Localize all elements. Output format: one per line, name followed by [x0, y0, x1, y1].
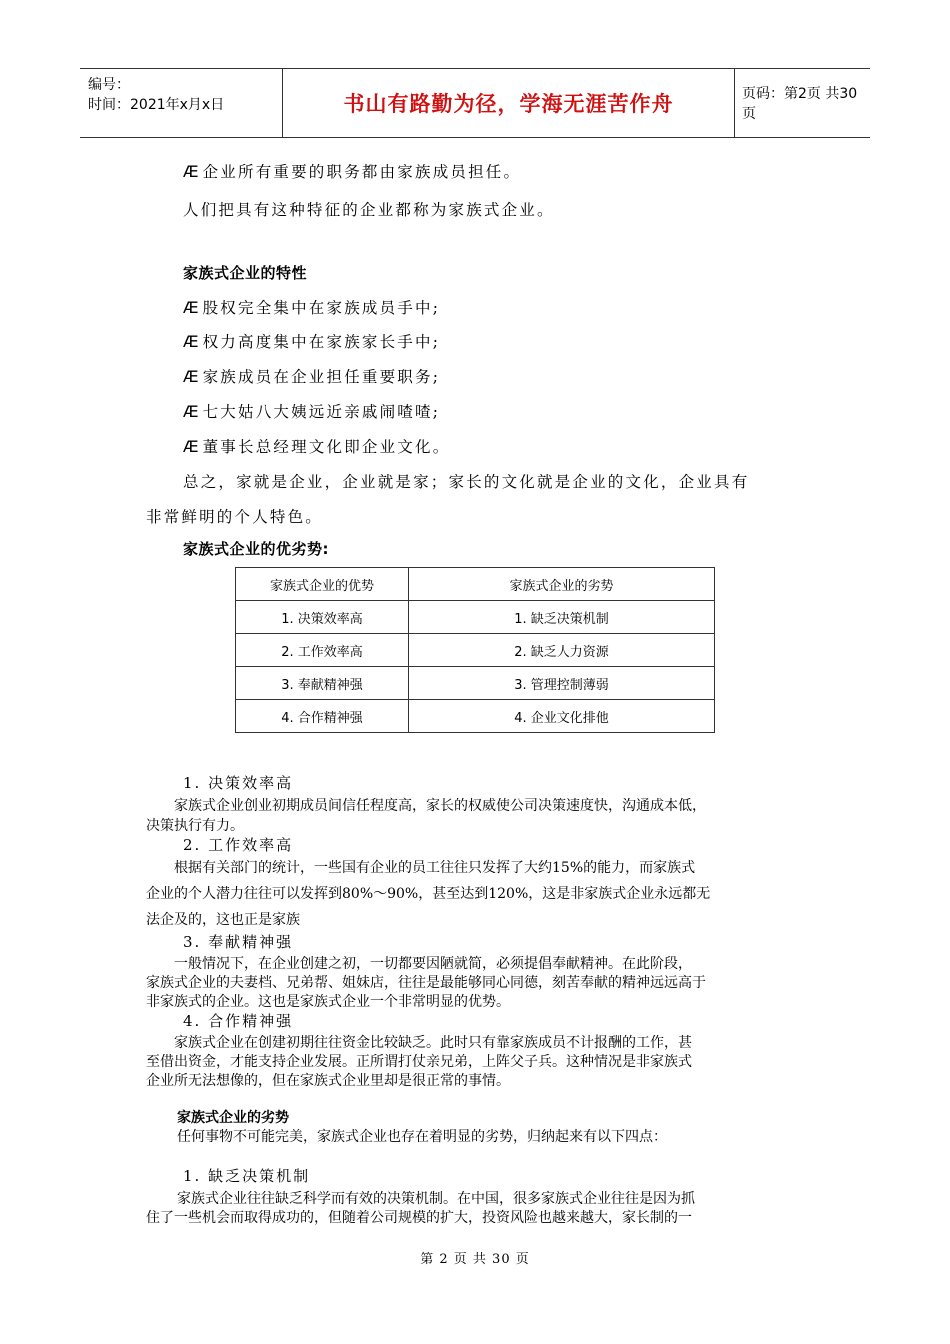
comparison-heading: 家族式企业的优劣势: — [183, 540, 329, 558]
trait-item: Æ 七大姑八大姨远近亲戚闹喳喳; — [183, 402, 441, 421]
table-cell: 1. 缺乏决策机制 — [409, 601, 715, 634]
header-meta — [80, 69, 282, 137]
adv-2-line: 根据有关部门的统计，一些国有企业的员工往往只发挥了大约15%的能力，而家族式 — [174, 860, 696, 876]
adv-2-line: 企业的个人潜力往往可以发挥到80%～90%，甚至达到120%，这是非家族式企业永远都无 — [146, 886, 711, 902]
bullet-icon: Æ — [183, 298, 199, 317]
table-cell: 2. 缺乏人力资源 — [409, 634, 715, 667]
adv-1-line: 家族式企业创业初期成员间信任程度高，家长的权威使公司决策速度快，沟通成本低， — [174, 798, 706, 814]
adv-3-line: 非家族式的企业。这也是家族式企业一个非常明显的优势。 — [146, 994, 510, 1010]
table-header-row — [236, 568, 715, 601]
adv-4-line: 家族式企业在创建初期往往资金比较缺乏。此时只有靠家族成员不计报酬的工作，甚 — [174, 1035, 692, 1051]
adv-4-title: 4. 合作精神强 — [183, 1012, 294, 1030]
adv-3-title: 3. 奉献精神强 — [183, 933, 294, 951]
header-page-label: 页码：第2页 共30页 — [742, 86, 858, 122]
trait-item: Æ 权力高度集中在家族家长手中; — [183, 332, 441, 351]
table-row — [236, 667, 715, 700]
adv-1-line: 决策执行有力。 — [146, 818, 244, 834]
bullet-icon: Æ — [183, 332, 199, 351]
comparison-table — [235, 567, 715, 733]
page-header — [80, 68, 870, 138]
adv-1-title: 1. 决策效率高 — [183, 774, 294, 792]
table-row — [236, 601, 715, 634]
traits-summary-1: 总之，家就是企业，企业就是家；家长的文化就是企业的文化，企业具有 — [183, 473, 750, 491]
bullet-icon: Æ — [183, 402, 199, 421]
adv-2-line: 法企及的，这也正是家族 — [146, 912, 300, 928]
adv-3-line: 一般情况下，在企业创建之初，一切都要因陋就简，必须提倡奉献精神。在此阶段， — [174, 956, 692, 972]
disadv-heading: 家族式企业的劣势 — [177, 1110, 289, 1126]
intro-line-1: Æ 企业所有重要的职务都由家族成员担任。 — [183, 162, 522, 181]
table-header-cell: 家族式企业的劣势 — [409, 568, 715, 601]
table-cell: 4. 合作精神强 — [236, 700, 409, 733]
intro-line-2: 人们把具有这种特征的企业都称为家族式企业。 — [183, 201, 555, 219]
table-cell: 1. 决策效率高 — [236, 601, 409, 634]
table-cell: 2. 工作效率高 — [236, 634, 409, 667]
bullet-icon: Æ — [183, 162, 199, 181]
trait-item: Æ 家族成员在企业担任重要职务; — [183, 367, 441, 386]
table-cell: 4. 企业文化排他 — [409, 700, 715, 733]
disadv-1-line: 家族式企业往往缺乏科学而有效的决策机制。在中国，很多家族式企业往往是因为抓 — [177, 1191, 695, 1207]
adv-4-line: 至借出资金，才能支持企业发展。正所谓打仗亲兄弟，上阵父子兵。这种情况是非家族式 — [146, 1054, 692, 1070]
trait-item: Æ 董事长总经理文化即企业文化。 — [183, 437, 451, 456]
table-cell: 3. 管理控制薄弱 — [409, 667, 715, 700]
trait-item: Æ 股权完全集中在家族成员手中; — [183, 298, 441, 317]
doc-code-label: 编号： — [88, 77, 130, 93]
traits-summary-2: 非常鲜明的个人特色。 — [146, 508, 324, 526]
adv-3-line: 家族式企业的夫妻档、兄弟帮、姐妹店，往往是最能够同心同德，刻苦奉献的精神远远高于 — [146, 975, 706, 991]
adv-2-title: 2. 工作效率高 — [183, 836, 294, 854]
table-header-cell: 家族式企业的优势 — [236, 568, 409, 601]
table-cell: 3. 奉献精神强 — [236, 667, 409, 700]
page-footer: 第 2 页 共 30 页 — [420, 1252, 530, 1267]
traits-heading: 家族式企业的特性 — [183, 264, 308, 282]
disadv-1-title: 1. 缺乏决策机制 — [183, 1167, 311, 1185]
adv-4-line: 企业所无法想像的，但在家族式企业里却是很正常的事情。 — [146, 1073, 510, 1089]
bullet-icon: Æ — [183, 367, 199, 386]
table-row — [236, 700, 715, 733]
disadv-1-line: 住了一些机会而取得成功的，但随着公司规模的扩大，投资风险也越来越大，家长制的一 — [146, 1210, 692, 1226]
table-row — [236, 634, 715, 667]
disadv-intro: 任何事物不可能完美，家族式企业也存在着明显的劣势，归纳起来有以下四点： — [177, 1129, 667, 1145]
header-motto: 书山有路勤为径，学海无涯苦作舟 — [282, 69, 735, 137]
bullet-icon: Æ — [183, 437, 199, 456]
doc-date-label: 时间：2021年x月x日 — [88, 97, 225, 113]
